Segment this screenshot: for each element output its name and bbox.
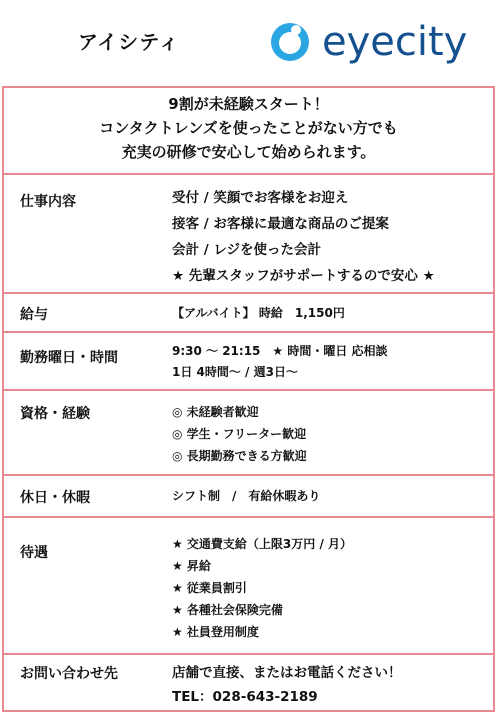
- row-label: お問い合わせ先: [20, 666, 118, 682]
- value-line: 会計 / レジを使った会計: [172, 242, 321, 258]
- row-value: [172, 401, 307, 467]
- row-benefits: [4, 516, 493, 653]
- row-label: 仕事内容: [20, 194, 76, 210]
- phone-number[interactable]: TEL：028-643-2189: [172, 689, 318, 705]
- row-value: [172, 185, 435, 289]
- value-line: ★ 従業員割引: [172, 581, 247, 595]
- row-label: 勤務曜日・時間: [20, 350, 118, 366]
- value-line: 1日 4時間〜 / 週3日〜: [172, 365, 298, 379]
- row-value: [172, 341, 388, 383]
- value-line: ★ 昇給: [172, 559, 211, 573]
- value-line: 9:30 〜 21:15 ★ 時間・曜日 応相談: [172, 344, 388, 358]
- intro-block: [4, 88, 493, 173]
- eyecity-logo: [268, 16, 468, 68]
- eyecity-logo-icon: [268, 20, 312, 64]
- row-job-description: [4, 173, 493, 292]
- value-line: ◎ 長期勤務できる方歓迎: [172, 449, 307, 463]
- row-value: [172, 533, 352, 643]
- row-salary: [4, 292, 493, 331]
- row-label: 給与: [20, 307, 48, 323]
- row-label: 資格・経験: [20, 406, 90, 422]
- value-line: 受付 / 笑顔でお客様をお迎え: [172, 190, 349, 206]
- row-qualifications: [4, 389, 493, 474]
- value-line: ◎ 学生・フリーター歓迎: [172, 427, 307, 441]
- value-line: ★ 交通費支給（上限3万円 / 月）: [172, 537, 353, 551]
- value-line: ◎ 未経験者歓迎: [172, 405, 259, 419]
- row-value: [172, 487, 320, 505]
- value-line: ★ 各種社会保険完備: [172, 603, 283, 617]
- value-line: 接客 / お客様に最適な商品のご提案: [172, 216, 389, 232]
- row-label: 休日・休暇: [20, 490, 90, 506]
- row-value: [172, 304, 345, 322]
- value-line: ★ 社員登用制度: [172, 625, 259, 639]
- row-work-hours: [4, 331, 493, 389]
- intro-line: 9割が未経験スタート！: [168, 95, 329, 113]
- row-contact: [4, 653, 493, 710]
- intro-line: 充実の研修で安心して始められます。: [121, 143, 376, 161]
- row-holidays: [4, 474, 493, 516]
- value-line: ★ 先輩スタッフがサポートするので安心 ★: [172, 268, 435, 284]
- intro-line: コンタクトレンズを使ったことがない方でも: [99, 119, 398, 137]
- logo-wordmark: eyecity: [322, 19, 468, 65]
- value-line: 【アルバイト】 時給 1,150円: [172, 306, 345, 320]
- row-value: [172, 661, 402, 709]
- value-line: 店舗で直接、またはお電話ください！: [172, 665, 402, 681]
- header: [0, 0, 501, 84]
- row-label: 待遇: [20, 545, 48, 561]
- job-info-frame: [2, 86, 495, 712]
- value-line: シフト制 / 有給休暇あり: [172, 489, 321, 503]
- company-name: アイシティ: [78, 30, 180, 54]
